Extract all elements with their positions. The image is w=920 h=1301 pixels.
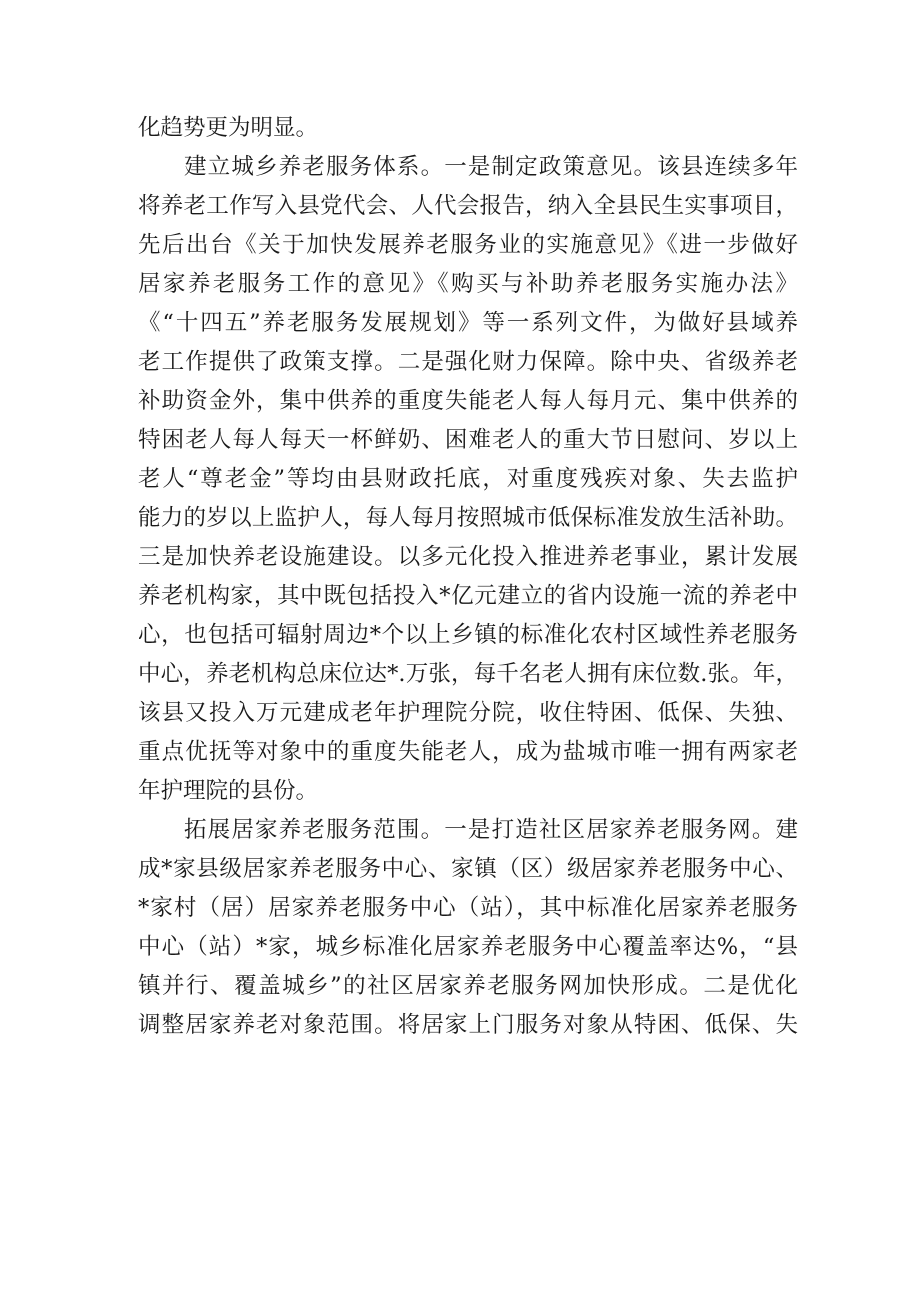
- text-line: 能力的岁以上监护人，每人每月按照城市低保标准发放生活补助。: [138, 505, 798, 531]
- text-line: 老人“尊老金”等均由县财政托底，对重度残疾对象、失去监护: [138, 466, 798, 492]
- text-line: 老工作提供了政策支撑。二是强化财力保障。除中央、省级养老: [138, 349, 798, 375]
- text-line: 年护理院的县份。: [138, 778, 319, 804]
- text-line: 先后出台《关于加快发展养老服务业的实施意见》《进一步做好: [138, 232, 798, 258]
- text-line: 化趋势更为明显。: [138, 115, 319, 141]
- text-line: 居家养老服务工作的意见》《购买与补助养老服务实施办法》: [138, 271, 798, 297]
- text-line: 成*家县级居家养老服务中心、家镇（区）级居家养老服务中心、: [138, 856, 798, 882]
- text-line: 补助资金外，集中供养的重度失能老人每人每月元、集中供养的: [138, 388, 798, 414]
- text-line: 镇并行、覆盖城乡”的社区居家养老服务网加快形成。二是优化: [138, 973, 798, 999]
- text-line: 三是加快养老设施建设。以多元化投入推进养老事业，累计发展: [138, 544, 798, 570]
- paragraph-intro-tail: [138, 109, 798, 148]
- text-line: 建立城乡养老服务体系。一是制定政策意见。该县连续多年: [184, 154, 798, 180]
- text-line: 该县又投入万元建成老年护理院分院，收住特困、低保、失独、: [138, 700, 798, 726]
- text-line: 特困老人每人每天一杯鲜奶、困难老人的重大节日慰问、岁以上: [138, 427, 798, 453]
- text-line: 《“十四五”养老服务发展规划》等一系列文件，为做好县域养: [138, 310, 798, 336]
- text-line: 中心，养老机构总床位达*.万张，每千名老人拥有床位数.张。年，: [138, 661, 798, 687]
- text-line: 将养老工作写入县党代会、人代会报告，纳入全县民生实事项目，: [138, 193, 798, 219]
- text-line: 养老机构家，其中既包括投入*亿元建立的省内设施一流的养老中: [138, 583, 798, 609]
- text-line: 重点优抚等对象中的重度失能老人，成为盐城市唯一拥有两家老: [138, 739, 798, 765]
- paragraph-urban-rural-system: [138, 148, 798, 811]
- text-line: 中心（站）*家，城乡标准化居家养老服务中心覆盖率达%，“县: [138, 934, 798, 960]
- text-line: *家村（居）居家养老服务中心（站），其中标准化居家养老服务: [138, 895, 798, 921]
- text-line: 心，也包括可辐射周边*个以上乡镇的标准化农村区域性养老服务: [138, 622, 798, 648]
- document-body: [138, 109, 798, 1045]
- text-line: 调整居家养老对象范围。将居家上门服务对象从特困、低保、失: [138, 1012, 798, 1038]
- paragraph-home-care-scope: [138, 811, 798, 1045]
- text-line: 拓展居家养老服务范围。一是打造社区居家养老服务网。建: [184, 817, 798, 843]
